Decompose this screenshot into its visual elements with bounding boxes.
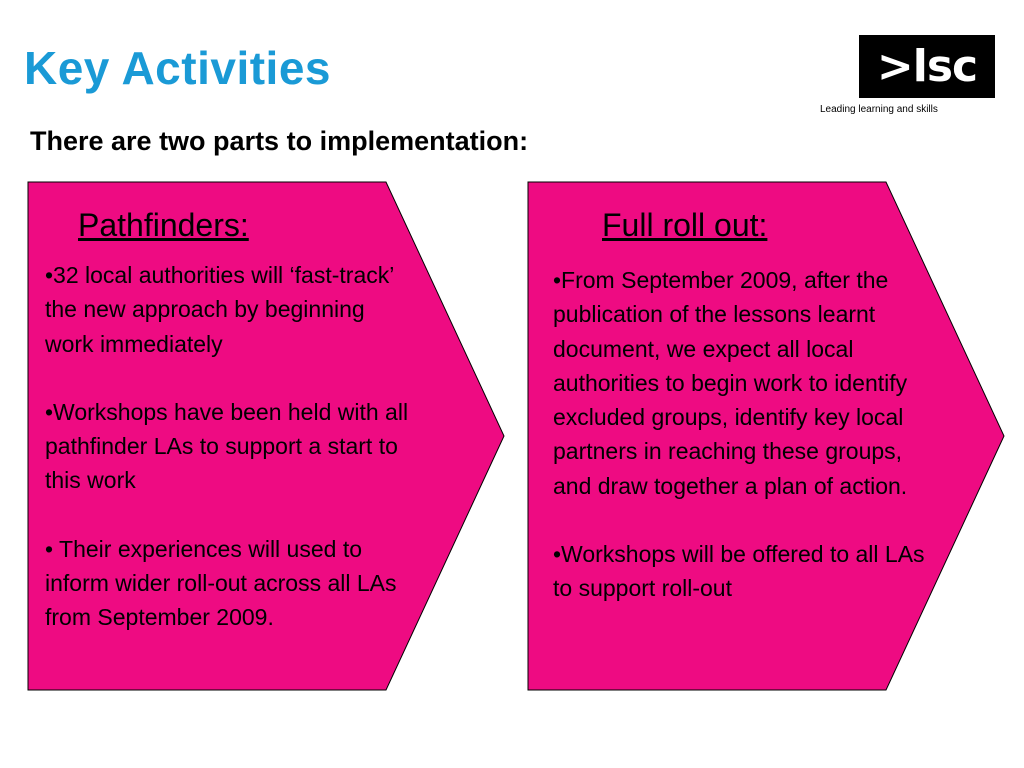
pathfinders-body [45,258,415,635]
slide-title: Key Activities [24,42,331,94]
pathfinders-bullet: • Their experiences will used to inform wider roll-out across all LAs from September 2009. [45,535,397,631]
rollout-bullet: •Workshops will be offered to all LAs to support roll-out [553,541,925,602]
logo-tagline: Leading learning and skills [820,104,938,115]
pathfinders-heading: Pathfinders: [78,207,249,243]
rollout-body [553,263,925,606]
pathfinders-bullet: •32 local authorities will ‘fast-track’ the new approach by beginning work immediately [45,262,394,357]
lsc-logo: >lsc [859,35,995,98]
rollout-bullet: •From September 2009, after the publication of the lessons learnt document, we expect all local authorities to begin work to identify excluded groups, identify key local partners in reaching these groups, and draw together a plan of action. [553,267,908,499]
rollout-heading: Full roll out: [602,207,768,243]
slide-subtitle: There are two parts to implementation: [30,126,529,156]
pathfinders-bullet: •Workshops have been held with all pathfinder LAs to support a start to this work [45,398,409,494]
